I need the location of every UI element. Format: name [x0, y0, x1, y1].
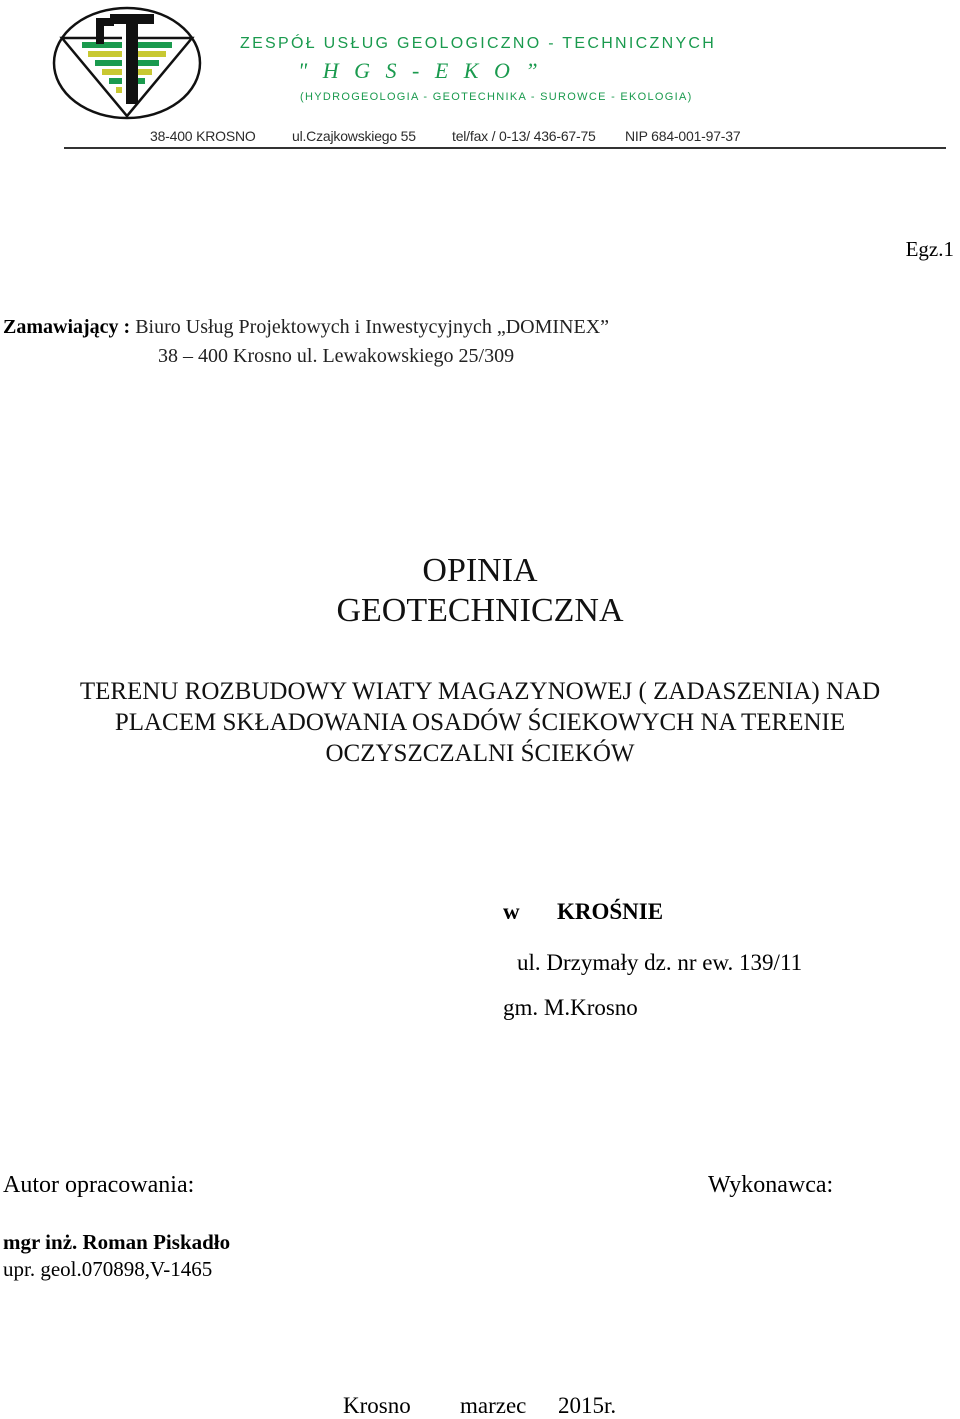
- company-street: ul.Czajkowskiego 55: [292, 128, 416, 144]
- location-street: ul. Drzymały dz. nr ew. 139/11: [517, 950, 803, 975]
- location-prefix: w: [503, 899, 520, 924]
- document-title-line2: GEOTECHNICZNA: [336, 592, 624, 629]
- document-subtitle-line1: TERENU ROZBUDOWY WIATY MAGAZYNOWEJ ( ZADASZENIA) NAD: [79, 678, 881, 705]
- document-subtitle-line3: OCZYSZCZALNI ŚCIEKÓW: [325, 740, 635, 767]
- footer-city: Krosno: [343, 1393, 411, 1418]
- author-label: Autor opracowania:: [3, 1172, 195, 1198]
- location-city: KROŚNIE: [557, 899, 664, 924]
- client-name: Biuro Usług Projektowych i Inwestycyjnych „DOMINEX”: [135, 316, 610, 338]
- company-name: ZESPÓŁ USŁUG GEOLOGICZNO - TECHNICZNYCH: [240, 35, 717, 52]
- client-label: Zamawiający :: [3, 316, 131, 338]
- client-address: 38 – 400 Krosno ul. Lewakowskiego 25/309: [158, 345, 515, 367]
- company-specialties: (HYDROGEOLOGIA - GEOTECHNIKA - SUROWCE - EKOLOGIA): [300, 91, 693, 103]
- hgs-eko-logo-icon: [52, 4, 202, 122]
- company-abbreviation: " H G S - E K O ”: [298, 58, 543, 83]
- company-nip: NIP 684-001-97-37: [625, 128, 741, 144]
- letterhead-divider: [64, 147, 946, 149]
- contractor-label: Wykonawca:: [708, 1172, 834, 1198]
- document-title-line1: OPINIA: [422, 552, 538, 589]
- company-postal-city: 38-400 KROSNO: [150, 128, 256, 144]
- author-name: mgr inż. Roman Piskadło: [3, 1230, 231, 1254]
- footer-year: 2015r.: [558, 1393, 617, 1418]
- footer-month: marzec: [460, 1393, 527, 1418]
- document-subtitle-line2: PLACEM SKŁADOWANIA OSADÓW ŚCIEKOWYCH NA TERENIE: [114, 709, 846, 736]
- author-license: upr. geol.070898,V-1465: [3, 1257, 213, 1281]
- company-phone: tel/fax / 0-13/ 436-67-75: [452, 128, 596, 144]
- client-line: [3, 316, 609, 339]
- location-municipality: gm. M.Krosno: [503, 995, 638, 1020]
- copy-label: Egz.1: [905, 237, 954, 261]
